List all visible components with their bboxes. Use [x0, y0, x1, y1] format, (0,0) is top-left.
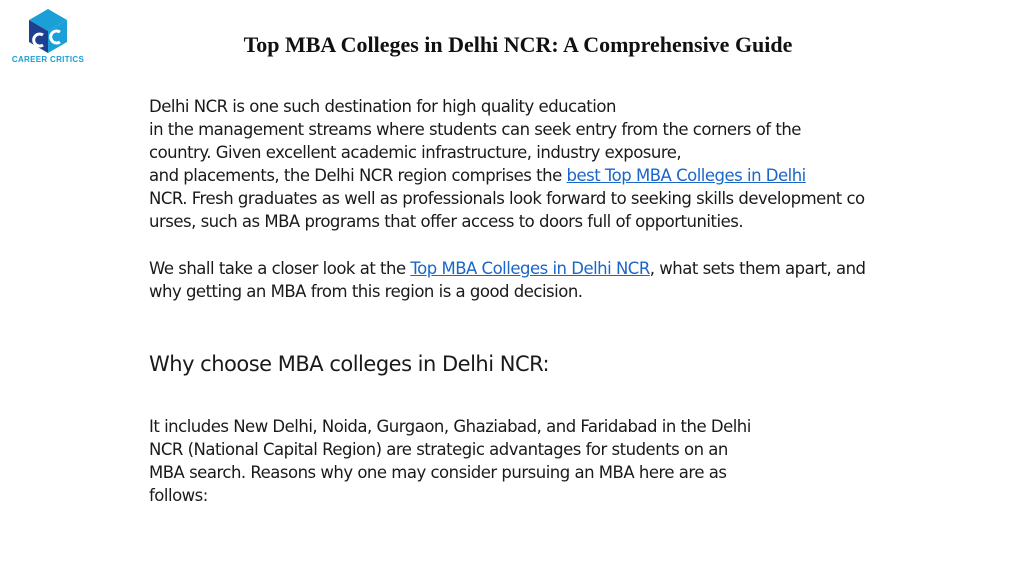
reasons-line-4: follows:: [149, 486, 208, 505]
closer-look-before: We shall take a closer look at the: [149, 259, 411, 278]
intro-line-1: Delhi NCR is one such destination for high quality education: [149, 97, 616, 116]
section-heading: Why choose MBA colleges in Delhi NCR:: [149, 352, 550, 376]
intro-line-2: in the management streams where students can seek entry from the corners of the: [149, 120, 801, 139]
reasons-line-3: MBA search. Reasons why one may consider pursuing an MBA here are as: [149, 463, 727, 482]
intro-paragraph: [149, 95, 989, 233]
reasons-paragraph: [149, 415, 989, 507]
top-mba-colleges-link[interactable]: Top MBA Colleges in Delhi NCR: [410, 259, 650, 278]
reasons-line-1: It includes New Delhi, Noida, Gurgaon, Ghaziabad, and Faridabad in the Delhi: [149, 417, 751, 436]
closer-look-line-2: why getting an MBA from this region is a good decision.: [149, 282, 583, 301]
intro-line-5: NCR. Fresh graduates as well as professionals look forward to seeking skills development co: [149, 189, 865, 208]
intro-line-4: and placements, the Delhi NCR region comprises the: [149, 166, 567, 185]
reasons-line-2: NCR (National Capital Region) are strategic advantages for students on an: [149, 440, 728, 459]
closer-look-after: , what sets them apart, and: [649, 259, 866, 278]
page-title: Top MBA Colleges in Delhi NCR: A Comprehensive Guide: [243, 32, 793, 57]
intro-line-6: urses, such as MBA programs that offer access to doors full of opportunities.: [149, 212, 744, 231]
intro-line-3: country. Given excellent academic infrastructure, industry exposure,: [149, 143, 682, 162]
best-mba-colleges-link[interactable]: best Top MBA Colleges in Delhi: [566, 166, 806, 185]
logo-text: CAREER CRITICS: [11, 55, 85, 64]
closer-look-paragraph: [149, 257, 989, 303]
